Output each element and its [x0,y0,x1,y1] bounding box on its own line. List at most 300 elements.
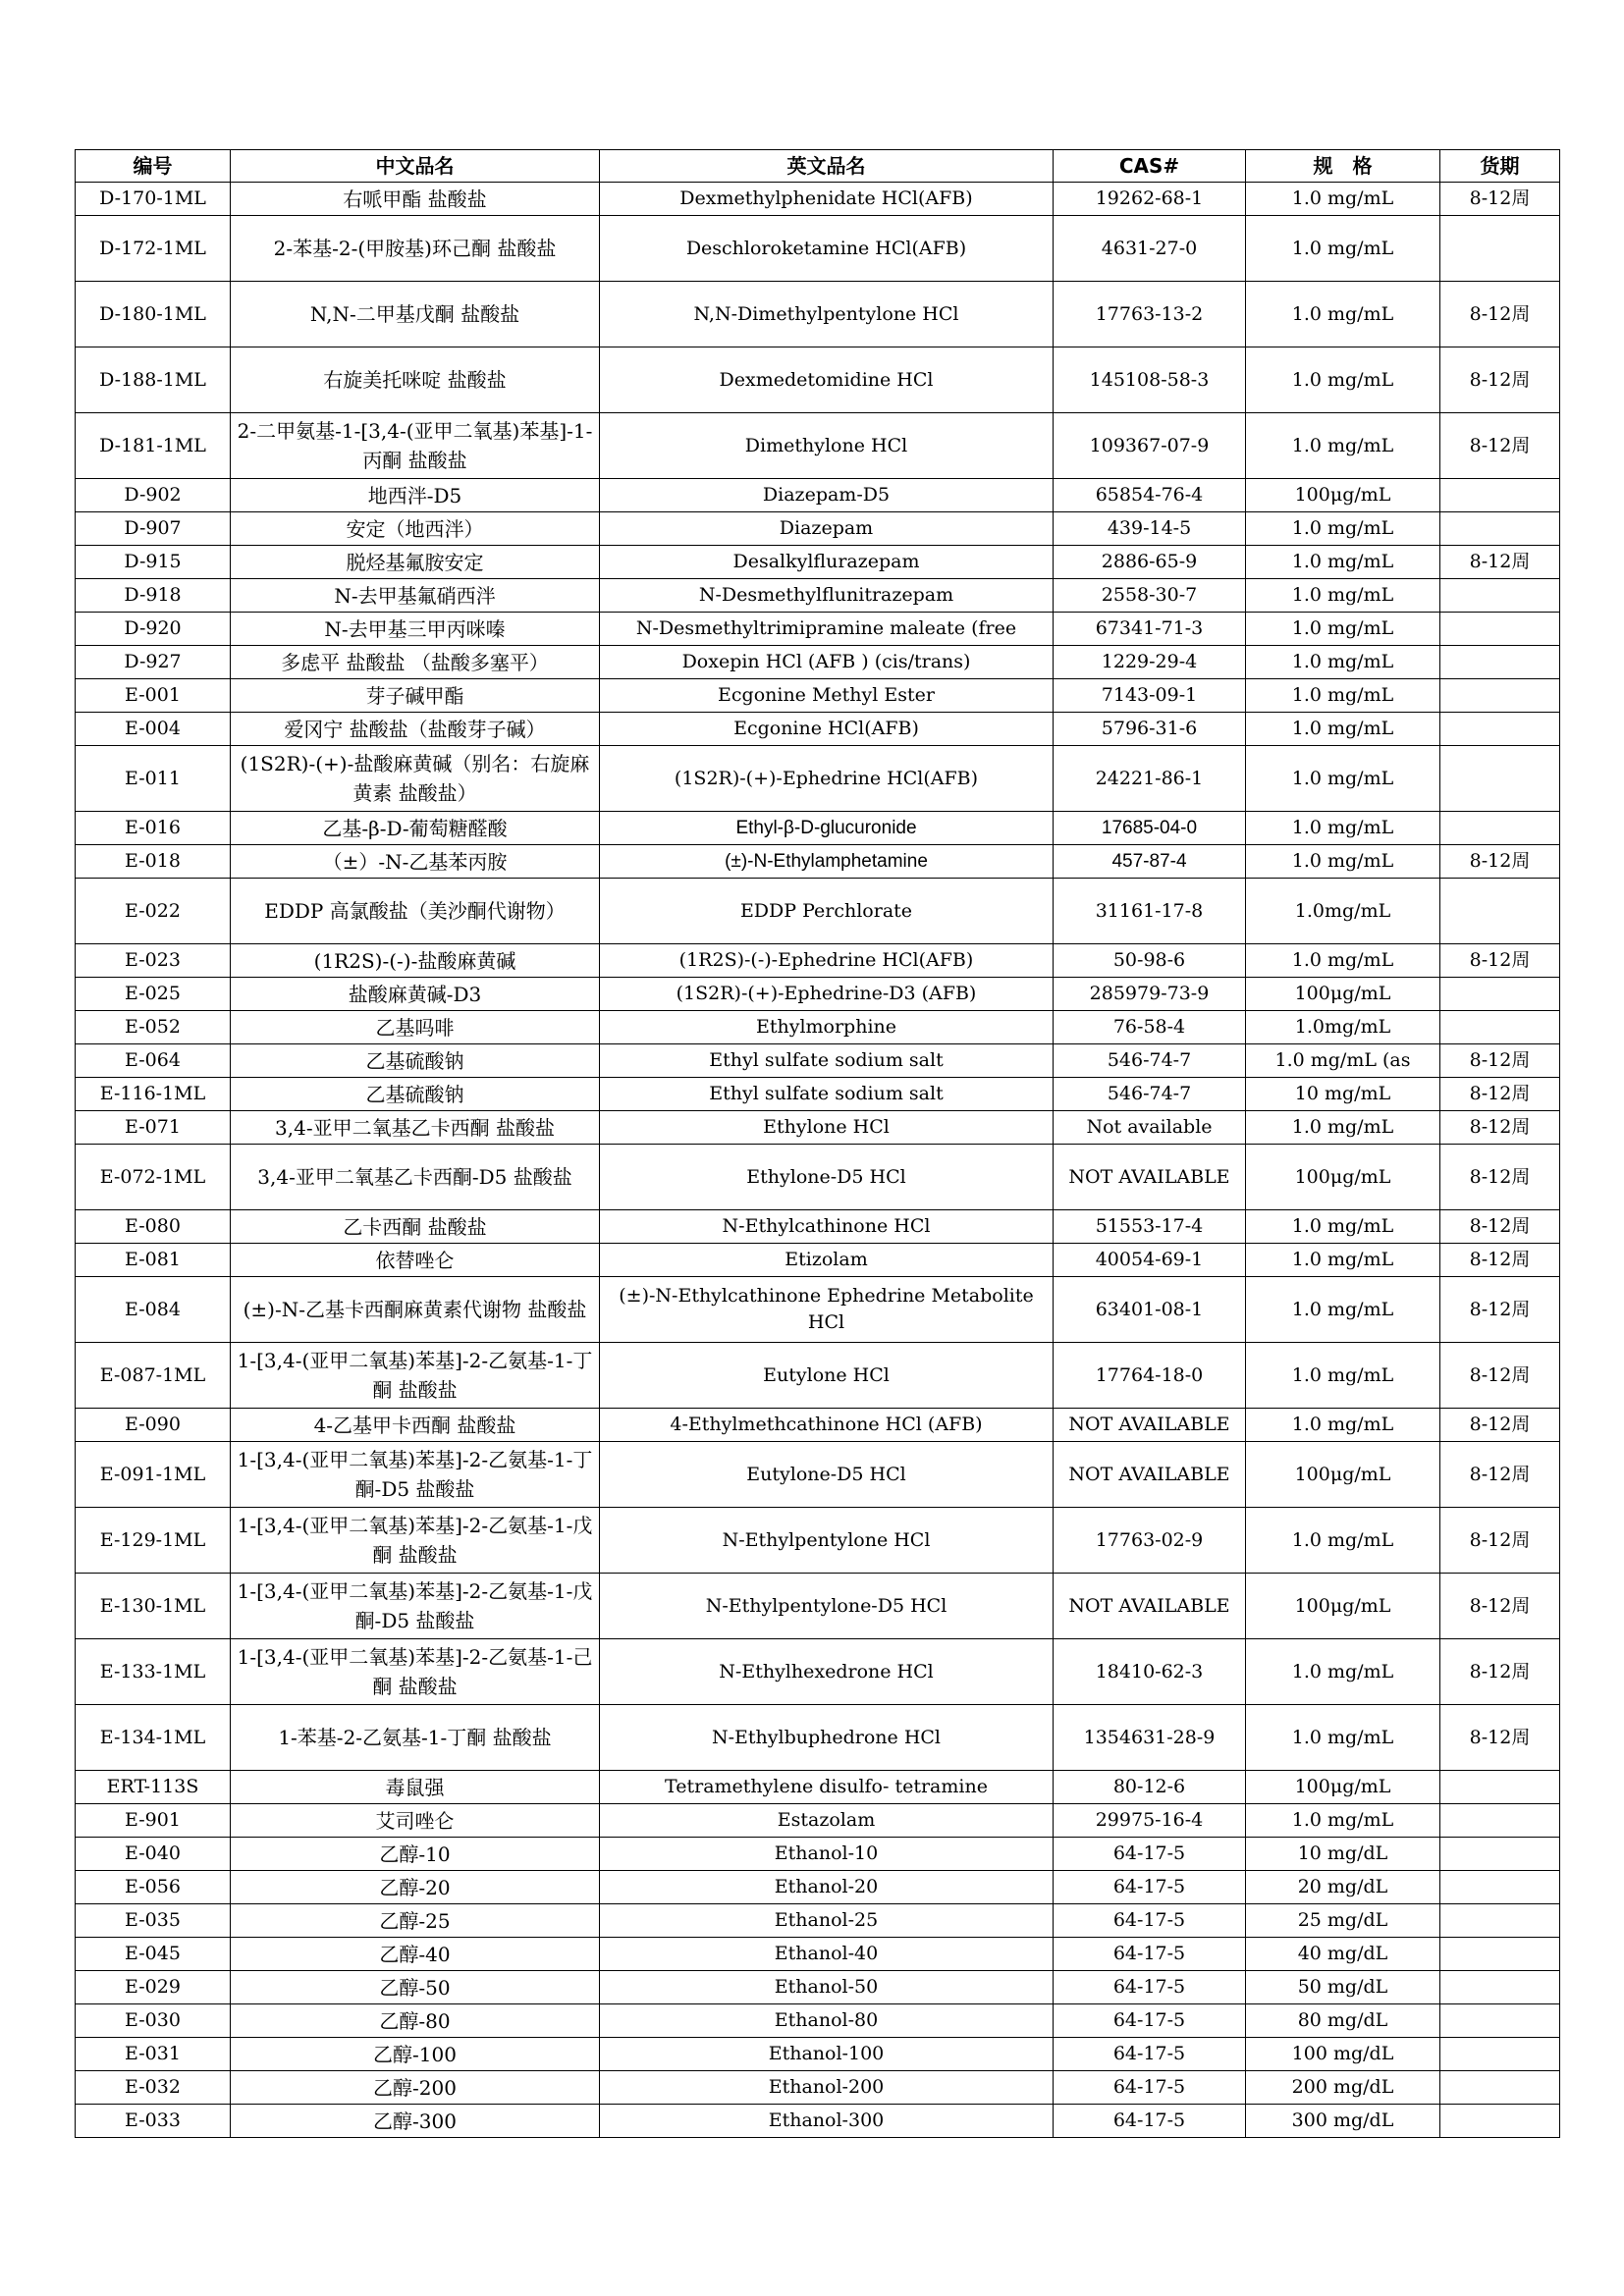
cell-chinese-name: 乙醇-80 [231,2004,600,2038]
cell-spec: 1.0 mg/mL [1246,216,1440,282]
cell-lead-time [1440,1838,1560,1871]
cell-lead-time: 8-12周 [1440,1111,1560,1145]
cell-lead-time [1440,479,1560,512]
cell-english-name: (1R2S)-(-)-Ephedrine HCl(AFB) [600,944,1054,978]
header-english-name: 英文品名 [600,150,1054,183]
header-chinese-name: 中文品名 [231,150,600,183]
cell-cas: 109367-07-9 [1054,413,1246,479]
cell-english-name: Ethyl-β-D-glucuronide [600,812,1054,845]
cell-cas: 285979-73-9 [1054,978,1246,1011]
cell-lead-time [1440,812,1560,845]
cell-lead-time: 8-12周 [1440,1409,1560,1442]
cell-lead-time: 8-12周 [1440,1145,1560,1210]
cell-english-name: Ethanol-300 [600,2105,1054,2138]
cell-chinese-name: 1-苯基-2-乙氨基-1-丁酮 盐酸盐 [231,1705,600,1771]
cell-chinese-name: EDDP 高氯酸盐（美沙酮代谢物） [231,879,600,944]
table-row [76,812,1560,845]
cell-spec: 1.0 mg/mL [1246,183,1440,216]
table-row [76,2071,1560,2105]
cell-id: E-081 [76,1244,231,1277]
cell-chinese-name: 脱烃基氟胺安定 [231,546,600,579]
cell-english-name: Diazepam-D5 [600,479,1054,512]
cell-chinese-name: 2-二甲氨基-1-[3,4-(亚甲二氧基)苯基]-1-丙酮 盐酸盐 [231,413,600,479]
cell-spec: 1.0 mg/mL [1246,546,1440,579]
cell-lead-time: 8-12周 [1440,183,1560,216]
table-row [76,546,1560,579]
table-row [76,679,1560,713]
cell-chinese-name: N-去甲基三甲丙咪嗪 [231,613,600,646]
cell-spec: 10 mg/mL [1246,1078,1440,1111]
cell-cas: 2886-65-9 [1054,546,1246,579]
cell-lead-time: 8-12周 [1440,1508,1560,1574]
table-row [76,1078,1560,1111]
cell-spec: 1.0 mg/mL [1246,679,1440,713]
cell-id: E-116-1ML [76,1078,231,1111]
cell-spec: 100μg/mL [1246,479,1440,512]
cell-lead-time [1440,579,1560,613]
cell-id: E-011 [76,746,231,812]
cell-cas: 51553-17-4 [1054,1210,1246,1244]
cell-chinese-name: 乙醇-200 [231,2071,600,2105]
cell-chinese-name: 1-[3,4-(亚甲二氧基)苯基]-2-乙氨基-1-丁酮-D5 盐酸盐 [231,1442,600,1508]
cell-english-name: Deschloroketamine HCl(AFB) [600,216,1054,282]
cell-spec: 25 mg/dL [1246,1904,1440,1938]
cell-english-name: Ethanol-10 [600,1838,1054,1871]
cell-spec: 1.0 mg/mL [1246,746,1440,812]
cell-english-name: Eutylone HCl [600,1343,1054,1409]
cell-id: D-172-1ML [76,216,231,282]
cell-lead-time [1440,679,1560,713]
cell-lead-time [1440,2071,1560,2105]
cell-cas: 17763-02-9 [1054,1508,1246,1574]
header-row [76,150,1560,183]
cell-chinese-name: 2-苯基-2-(甲胺基)环己酮 盐酸盐 [231,216,600,282]
cell-lead-time [1440,216,1560,282]
cell-id: E-035 [76,1904,231,1938]
cell-lead-time: 8-12周 [1440,546,1560,579]
cell-spec: 1.0 mg/mL [1246,413,1440,479]
cell-cas: 40054-69-1 [1054,1244,1246,1277]
table-row [76,1508,1560,1574]
table-row [76,413,1560,479]
cell-id: E-004 [76,713,231,746]
cell-lead-time: 8-12周 [1440,1442,1560,1508]
table-row [76,1938,1560,1971]
cell-cas: NOT AVAILABLE [1054,1574,1246,1639]
cell-chinese-name: 4-乙基甲卡西酮 盐酸盐 [231,1409,600,1442]
cell-spec: 100μg/mL [1246,978,1440,1011]
cell-lead-time: 8-12周 [1440,845,1560,879]
table-body [76,183,1560,2138]
table-row [76,1343,1560,1409]
cell-id: E-064 [76,1044,231,1078]
cell-lead-time: 8-12周 [1440,1705,1560,1771]
cell-id: E-025 [76,978,231,1011]
cell-english-name: N,N-Dimethylpentylone HCl [600,282,1054,347]
cell-cas: 64-17-5 [1054,1971,1246,2004]
cell-spec: 1.0 mg/mL [1246,713,1440,746]
cell-id: E-087-1ML [76,1343,231,1409]
cell-lead-time: 8-12周 [1440,1574,1560,1639]
cell-id: E-052 [76,1011,231,1044]
cell-spec: 100μg/mL [1246,1574,1440,1639]
cell-english-name: Ethanol-200 [600,2071,1054,2105]
cell-chinese-name: 多虑平 盐酸盐 （盐酸多塞平） [231,646,600,679]
cell-cas: 64-17-5 [1054,1871,1246,1904]
cell-chinese-name: 1-[3,4-(亚甲二氧基)苯基]-2-乙氨基-1-丁酮 盐酸盐 [231,1343,600,1409]
cell-english-name: N-Ethylhexedrone HCl [600,1639,1054,1705]
cell-spec: 1.0 mg/mL [1246,579,1440,613]
cell-english-name: N-Ethylbuphedrone HCl [600,1705,1054,1771]
cell-id: E-084 [76,1277,231,1343]
cell-english-name: Dexmedetomidine HCl [600,347,1054,413]
cell-cas: 546-74-7 [1054,1078,1246,1111]
cell-spec: 20 mg/dL [1246,1871,1440,1904]
cell-chinese-name: 乙醇-100 [231,2038,600,2071]
cell-lead-time [1440,512,1560,546]
cell-english-name: N-Desmethyltrimipramine maleate (free [600,613,1054,646]
cell-id: D-188-1ML [76,347,231,413]
cell-cas: 64-17-5 [1054,1904,1246,1938]
cell-chinese-name: 乙基硫酸钠 [231,1044,600,1078]
cell-chinese-name: 芽子碱甲酯 [231,679,600,713]
cell-cas: 31161-17-8 [1054,879,1246,944]
cell-english-name: Ethylmorphine [600,1011,1054,1044]
cell-cas: 5796-31-6 [1054,713,1246,746]
cell-chinese-name: 毒鼠强 [231,1771,600,1804]
cell-spec: 10 mg/dL [1246,1838,1440,1871]
table-row [76,1442,1560,1508]
cell-lead-time: 8-12周 [1440,1639,1560,1705]
cell-lead-time: 8-12周 [1440,1244,1560,1277]
cell-id: E-030 [76,2004,231,2038]
cell-id: E-129-1ML [76,1508,231,1574]
cell-english-name: Ethanol-80 [600,2004,1054,2038]
cell-chinese-name: 爱冈宁 盐酸盐（盐酸芽子碱） [231,713,600,746]
cell-english-name: (1S2R)-(+)-Ephedrine HCl(AFB) [600,746,1054,812]
table-row [76,1210,1560,1244]
cell-spec: 100 mg/dL [1246,2038,1440,2071]
cell-spec: 1.0 mg/mL [1246,613,1440,646]
cell-lead-time [1440,2105,1560,2138]
cell-cas: 64-17-5 [1054,2004,1246,2038]
table-row [76,347,1560,413]
cell-chinese-name: 乙基硫酸钠 [231,1078,600,1111]
cell-chinese-name: 1-[3,4-(亚甲二氧基)苯基]-2-乙氨基-1-己酮 盐酸盐 [231,1639,600,1705]
table-row [76,2004,1560,2038]
cell-lead-time [1440,746,1560,812]
cell-id: E-040 [76,1838,231,1871]
cell-cas: 439-14-5 [1054,512,1246,546]
cell-id: E-031 [76,2038,231,2071]
cell-english-name: N-Ethylpentylone HCl [600,1508,1054,1574]
cell-spec: 1.0 mg/mL [1246,1343,1440,1409]
cell-cas: 1354631-28-9 [1054,1705,1246,1771]
cell-cas: 145108-58-3 [1054,347,1246,413]
cell-cas: 64-17-5 [1054,2038,1246,2071]
cell-lead-time: 8-12周 [1440,413,1560,479]
cell-chinese-name: 依替唑仑 [231,1244,600,1277]
cell-chinese-name: （±）-N-乙基苯丙胺 [231,845,600,879]
cell-english-name: Etizolam [600,1244,1054,1277]
cell-id: E-130-1ML [76,1574,231,1639]
cell-cas: NOT AVAILABLE [1054,1442,1246,1508]
cell-spec: 1.0 mg/mL [1246,1210,1440,1244]
table-row [76,1904,1560,1938]
cell-chinese-name: 1-[3,4-(亚甲二氧基)苯基]-2-乙氨基-1-戊酮-D5 盐酸盐 [231,1574,600,1639]
cell-id: E-001 [76,679,231,713]
cell-id: E-133-1ML [76,1639,231,1705]
cell-cas: 17764-18-0 [1054,1343,1246,1409]
cell-english-name: (1S2R)-(+)-Ephedrine-D3 (AFB) [600,978,1054,1011]
table-row [76,1871,1560,1904]
cell-chinese-name: (1R2S)-(-)-盐酸麻黄碱 [231,944,600,978]
cell-id: D-915 [76,546,231,579]
cell-english-name: N-Desmethylflunitrazepam [600,579,1054,613]
cell-english-name: Doxepin HCl (AFB ) (cis/trans) [600,646,1054,679]
cell-chinese-name: 安定（地西泮） [231,512,600,546]
cell-id: E-022 [76,879,231,944]
cell-english-name: Diazepam [600,512,1054,546]
table-row [76,512,1560,546]
table-row [76,1011,1560,1044]
cell-chinese-name: (±)-N-乙基卡西酮麻黄素代谢物 盐酸盐 [231,1277,600,1343]
table-row [76,2105,1560,2138]
cell-chinese-name: 右旋美托咪啶 盐酸盐 [231,347,600,413]
cell-lead-time [1440,1971,1560,2004]
cell-english-name: EDDP Perchlorate [600,879,1054,944]
cell-english-name: (±)-N-Ethylcathinone Ephedrine Metabolite HCl [600,1277,1054,1343]
cell-spec: 200 mg/dL [1246,2071,1440,2105]
cell-cas: 7143-09-1 [1054,679,1246,713]
table-row [76,1639,1560,1705]
cell-cas: Not available [1054,1111,1246,1145]
table-row [76,183,1560,216]
cell-chinese-name: 乙醇-20 [231,1871,600,1904]
cell-chinese-name: 乙醇-40 [231,1938,600,1971]
product-catalog-table [75,149,1560,2138]
cell-chinese-name: 乙醇-25 [231,1904,600,1938]
table-row [76,879,1560,944]
cell-chinese-name: N-去甲基氟硝西泮 [231,579,600,613]
cell-id: D-927 [76,646,231,679]
cell-id: E-901 [76,1804,231,1838]
table-row [76,746,1560,812]
cell-spec: 1.0 mg/mL [1246,1111,1440,1145]
cell-chinese-name: 乙卡西酮 盐酸盐 [231,1210,600,1244]
cell-lead-time: 8-12周 [1440,1078,1560,1111]
table-row [76,1409,1560,1442]
cell-cas: 4631-27-0 [1054,216,1246,282]
cell-cas: 64-17-5 [1054,1938,1246,1971]
cell-cas: 17763-13-2 [1054,282,1246,347]
table-row [76,944,1560,978]
cell-chinese-name: 乙醇-300 [231,2105,600,2138]
cell-chinese-name: 乙醇-50 [231,1971,600,2004]
cell-english-name: N-Ethylpentylone-D5 HCl [600,1574,1054,1639]
cell-lead-time: 8-12周 [1440,282,1560,347]
cell-english-name: Tetramethylene disulfo- tetramine [600,1771,1054,1804]
cell-chinese-name: 乙基吗啡 [231,1011,600,1044]
cell-spec: 1.0 mg/mL (as [1246,1044,1440,1078]
cell-english-name: Ecgonine HCl(AFB) [600,713,1054,746]
cell-spec: 1.0 mg/mL [1246,1508,1440,1574]
cell-cas: 64-17-5 [1054,2105,1246,2138]
cell-lead-time [1440,646,1560,679]
cell-chinese-name: 右哌甲酯 盐酸盐 [231,183,600,216]
cell-spec: 1.0 mg/mL [1246,1639,1440,1705]
cell-cas: 50-98-6 [1054,944,1246,978]
cell-cas: 2558-30-7 [1054,579,1246,613]
cell-spec: 80 mg/dL [1246,2004,1440,2038]
table-row [76,1705,1560,1771]
cell-english-name: Estazolam [600,1804,1054,1838]
cell-lead-time: 8-12周 [1440,1343,1560,1409]
table-row [76,646,1560,679]
cell-spec: 1.0 mg/mL [1246,845,1440,879]
cell-english-name: Eutylone-D5 HCl [600,1442,1054,1508]
cell-english-name: 4-Ethylmethcathinone HCl (AFB) [600,1409,1054,1442]
table-header [76,150,1560,183]
cell-english-name: Ethyl sulfate sodium salt [600,1078,1054,1111]
cell-english-name: Ethanol-20 [600,1871,1054,1904]
cell-cas: 18410-62-3 [1054,1639,1246,1705]
cell-spec: 50 mg/dL [1246,1971,1440,2004]
cell-spec: 1.0 mg/mL [1246,1705,1440,1771]
cell-spec: 1.0mg/mL [1246,879,1440,944]
cell-cas: 546-74-7 [1054,1044,1246,1078]
cell-lead-time [1440,1938,1560,1971]
table-row [76,2038,1560,2071]
table-row [76,579,1560,613]
cell-spec: 1.0 mg/mL [1246,1409,1440,1442]
cell-spec: 1.0 mg/mL [1246,347,1440,413]
cell-cas: 24221-86-1 [1054,746,1246,812]
cell-id: D-180-1ML [76,282,231,347]
cell-cas: 29975-16-4 [1054,1804,1246,1838]
cell-chinese-name: 艾司唑仑 [231,1804,600,1838]
table-row [76,1574,1560,1639]
cell-id: D-170-1ML [76,183,231,216]
cell-id: E-134-1ML [76,1705,231,1771]
cell-cas: 65854-76-4 [1054,479,1246,512]
cell-spec: 100μg/mL [1246,1771,1440,1804]
header-cas: CAS# [1054,150,1246,183]
table-row [76,1244,1560,1277]
cell-cas: 457-87-4 [1054,845,1246,879]
cell-english-name: Ethyl sulfate sodium salt [600,1044,1054,1078]
cell-english-name: Dexmethylphenidate HCl(AFB) [600,183,1054,216]
table-row [76,1111,1560,1145]
cell-chinese-name: 地西泮-D5 [231,479,600,512]
table-row [76,1145,1560,1210]
cell-cas: 67341-71-3 [1054,613,1246,646]
cell-cas: 17685-04-0 [1054,812,1246,845]
cell-lead-time [1440,713,1560,746]
table-row [76,479,1560,512]
cell-english-name: Ecgonine Methyl Ester [600,679,1054,713]
cell-lead-time [1440,1771,1560,1804]
cell-spec: 1.0 mg/mL [1246,1277,1440,1343]
table-row [76,282,1560,347]
cell-id: E-032 [76,2071,231,2105]
table-row [76,1771,1560,1804]
table-row [76,613,1560,646]
table-row [76,978,1560,1011]
cell-id: E-080 [76,1210,231,1244]
cell-spec: 1.0 mg/mL [1246,646,1440,679]
cell-lead-time: 8-12周 [1440,347,1560,413]
cell-spec: 1.0 mg/mL [1246,812,1440,845]
cell-chinese-name: 3,4-亚甲二氧基乙卡西酮-D5 盐酸盐 [231,1145,600,1210]
table-row [76,1804,1560,1838]
cell-id: E-016 [76,812,231,845]
cell-lead-time [1440,1871,1560,1904]
cell-lead-time [1440,1011,1560,1044]
cell-english-name: Ethanol-25 [600,1904,1054,1938]
cell-cas: 80-12-6 [1054,1771,1246,1804]
cell-lead-time: 8-12周 [1440,1277,1560,1343]
cell-cas: 19262-68-1 [1054,183,1246,216]
cell-spec: 40 mg/dL [1246,1938,1440,1971]
table-row [76,713,1560,746]
cell-lead-time [1440,2004,1560,2038]
cell-id: D-907 [76,512,231,546]
cell-lead-time: 8-12周 [1440,1210,1560,1244]
cell-id: E-029 [76,1971,231,2004]
cell-cas: NOT AVAILABLE [1054,1145,1246,1210]
cell-cas: 63401-08-1 [1054,1277,1246,1343]
cell-id: D-902 [76,479,231,512]
cell-chinese-name: 乙醇-10 [231,1838,600,1871]
cell-id: E-072-1ML [76,1145,231,1210]
cell-id: E-033 [76,2105,231,2138]
cell-spec: 1.0 mg/mL [1246,512,1440,546]
cell-english-name: Ethanol-50 [600,1971,1054,2004]
cell-spec: 300 mg/dL [1246,2105,1440,2138]
cell-id: E-056 [76,1871,231,1904]
cell-cas: 1229-29-4 [1054,646,1246,679]
cell-spec: 1.0 mg/mL [1246,282,1440,347]
cell-spec: 100μg/mL [1246,1442,1440,1508]
cell-id: E-091-1ML [76,1442,231,1508]
cell-english-name: N-Ethylcathinone HCl [600,1210,1054,1244]
cell-cas: 64-17-5 [1054,1838,1246,1871]
cell-id: ERT-113S [76,1771,231,1804]
cell-english-name: (±)-N-Ethylamphetamine [600,845,1054,879]
cell-lead-time [1440,1904,1560,1938]
table-row [76,1044,1560,1078]
cell-english-name: Ethanol-100 [600,2038,1054,2071]
cell-spec: 1.0 mg/mL [1246,1804,1440,1838]
table-row [76,1277,1560,1343]
header-spec: 规 格 [1246,150,1440,183]
cell-lead-time: 8-12周 [1440,1044,1560,1078]
cell-cas: NOT AVAILABLE [1054,1409,1246,1442]
cell-english-name: Ethylone-D5 HCl [600,1145,1054,1210]
header-lead-time: 货期 [1440,150,1560,183]
cell-spec: 1.0mg/mL [1246,1011,1440,1044]
cell-id: D-920 [76,613,231,646]
cell-english-name: Ethylone HCl [600,1111,1054,1145]
table-row [76,845,1560,879]
cell-english-name: Ethanol-40 [600,1938,1054,1971]
table-row [76,216,1560,282]
cell-lead-time: 8-12周 [1440,944,1560,978]
cell-id: D-181-1ML [76,413,231,479]
table-row [76,1838,1560,1871]
cell-english-name: Dimethylone HCl [600,413,1054,479]
